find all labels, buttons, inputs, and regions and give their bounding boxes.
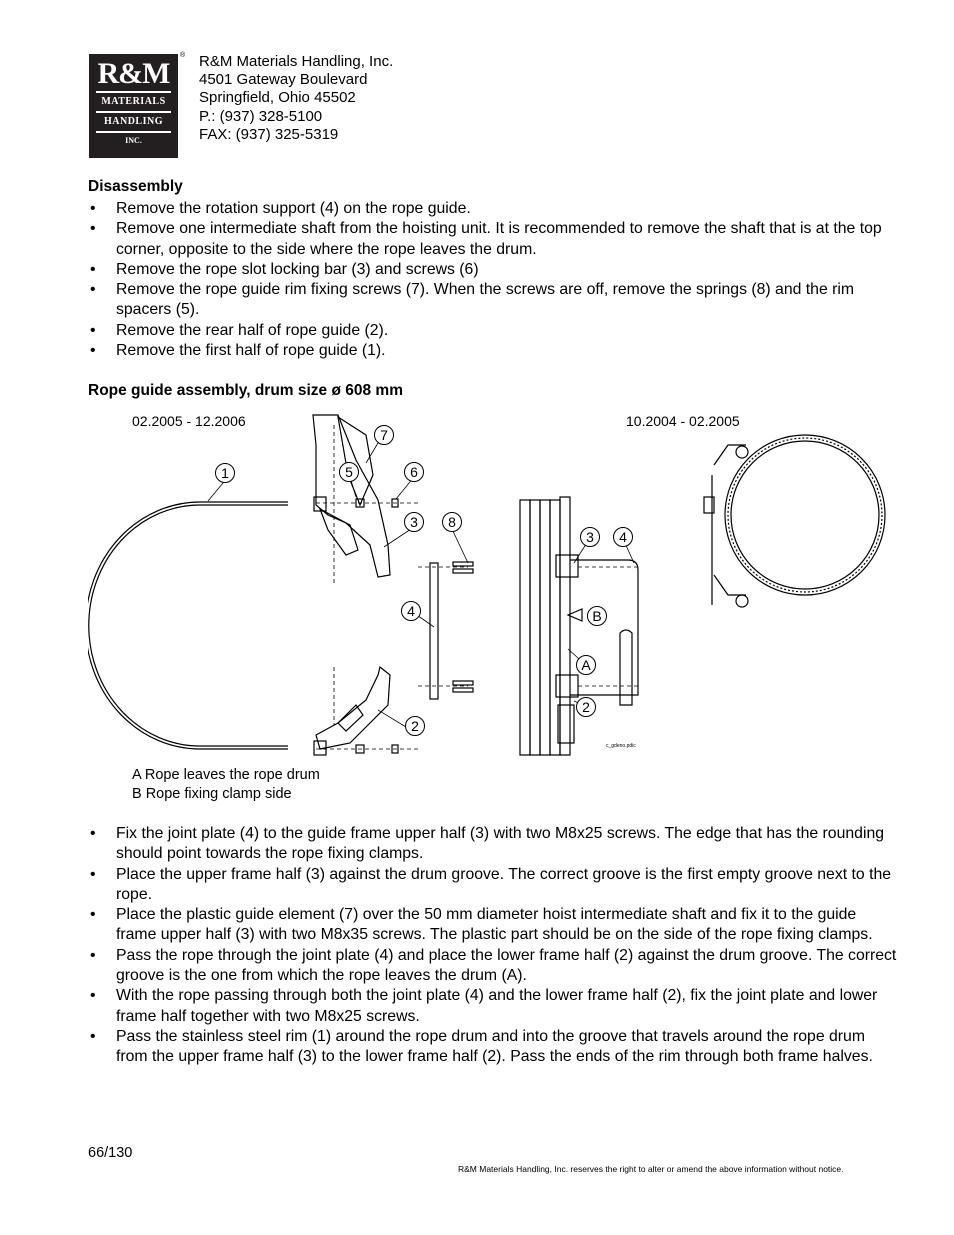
page-number: 66/130	[88, 1145, 133, 1161]
list-item: • Remove the rope slot locking bar (3) and screws (6)	[88, 260, 898, 280]
company-phone: P.: (937) 328-5100	[199, 107, 323, 125]
callout-label: 2	[582, 699, 590, 715]
list-item: • Remove the first half of rope guide (1).	[88, 341, 898, 361]
lower-frame-side	[556, 675, 578, 697]
joint-plate	[430, 563, 438, 699]
logo-divider	[96, 131, 171, 133]
logo-divider	[96, 91, 171, 93]
callout-label: A	[581, 657, 591, 673]
callout-label: 3	[410, 514, 418, 530]
assembly-steps	[88, 824, 898, 1068]
callout-label: B	[592, 608, 602, 624]
list-item: • Place the upper frame half (3) against the drum groove. The correct groove is the first empty groove next to the rope.	[88, 865, 898, 906]
callout-label: 7	[380, 427, 388, 443]
shaft-lower	[736, 595, 748, 607]
drum-inner	[731, 441, 879, 589]
rope-guide-diagram	[88, 405, 918, 765]
company-city: Springfield, Ohio 45502	[199, 89, 356, 107]
drum-groove	[530, 500, 540, 755]
list-item: • Remove the rotation support (4) on the rope guide.	[88, 199, 898, 219]
legend-item-b: B Rope fixing clamp side	[132, 786, 292, 802]
company-logo	[89, 54, 178, 158]
date-range-right: 10.2004 - 02.2005	[626, 413, 740, 429]
legend-item-a: A Rope leaves the rope drum	[132, 767, 320, 783]
disassembly-steps	[88, 199, 898, 361]
company-address	[199, 53, 393, 144]
list-item: • Remove one intermediate shaft from the hoisting unit. It is recommended to remove the shaft that is at the top corner, opposite to the side where the rope leaves the drum.	[88, 219, 898, 260]
frame-edge	[560, 497, 570, 755]
upper-frame-side	[556, 555, 578, 577]
list-item: • Place the plastic guide element (7) over the 50 mm diameter hoist intermediate shaft and fix it to the guide frame upper half (3) with two M8x35 screws. The plastic part should be on the side of the rope fixing clamps.	[88, 905, 898, 946]
list-item: • Remove the rope guide rim fixing screws (7). When the screws are off, remove the springs (8) and the rim spacers (5).	[88, 280, 898, 321]
lower-frame-detail	[338, 705, 363, 731]
upper-frame-detail	[320, 509, 358, 555]
shaft-upper	[736, 446, 748, 458]
registered-mark: ®	[180, 52, 186, 59]
list-item: • Fix the joint plate (4) to the guide frame upper half (3) with two M8x25 screws. The edge that has the rounding should point towards the rope fixing clamps.	[88, 824, 898, 865]
rope-slot	[620, 630, 632, 705]
list-item: • With the rope passing through both the joint plate (4) and the lower frame half (2), fix the joint plate and lower frame half together with two M8x25 screws.	[88, 986, 898, 1027]
logo-brand: R&M	[97, 57, 170, 90]
callout-label: 5	[345, 464, 353, 480]
figure-legend	[132, 766, 320, 804]
side-frame	[712, 445, 746, 605]
screw	[453, 681, 473, 685]
list-item: • Remove the rear half of rope guide (2).	[88, 321, 898, 341]
drum-outer	[725, 435, 885, 595]
logo-line-materials: MATERIALS	[101, 96, 166, 107]
footer-disclaimer: R&M Materials Handling, Inc. reserves the right to alter or amend the above information without notice.	[458, 1164, 844, 1174]
screw	[453, 688, 473, 692]
company-name: R&M Materials Handling, Inc.	[199, 53, 394, 70]
company-street: 4501 Gateway Boulevard	[199, 71, 368, 89]
callout-label: 8	[448, 514, 456, 530]
callout-label: 2	[411, 718, 419, 734]
callout-label: 4	[407, 603, 415, 619]
callout-label: 4	[619, 529, 627, 545]
list-item: • Pass the stainless steel rim (1) around the rope drum and into the groove that travels around the rope drum from the upper frame half (3) to the lower frame half (2). Pass the ends of the rim through both frame halves.	[88, 1027, 898, 1068]
screw	[453, 569, 473, 573]
drum-groove	[520, 500, 530, 755]
drum-hatch	[728, 438, 882, 592]
logo-line-handling: HANDLING	[103, 116, 163, 127]
callout-label: 6	[410, 464, 418, 480]
callout-label: 3	[586, 529, 594, 545]
callout-label: 1	[221, 465, 229, 481]
plastic-guide	[338, 417, 373, 505]
rim-arc-inner	[89, 505, 288, 746]
disassembly-title: Disassembly	[88, 178, 183, 195]
list-item: • Pass the rope through the joint plate (4) and place the lower frame half (2) against the drum groove. The correct groove is the one from which the rope leaves the drum (A).	[88, 946, 898, 987]
drum-groove	[540, 500, 550, 755]
screw	[453, 562, 473, 566]
date-range-left: 02.2005 - 12.2006	[132, 413, 246, 429]
figure-file-tag: c_gdeno.pdic	[606, 743, 636, 749]
logo-divider	[96, 111, 171, 113]
company-fax: FAX: (937) 325-5319	[199, 125, 339, 143]
joint-plate-side	[570, 560, 638, 695]
logo-line-inc: INC.	[125, 136, 142, 145]
rim-arc	[88, 502, 288, 749]
assembly-title: Rope guide assembly, drum size ø 608 mm	[88, 382, 403, 399]
